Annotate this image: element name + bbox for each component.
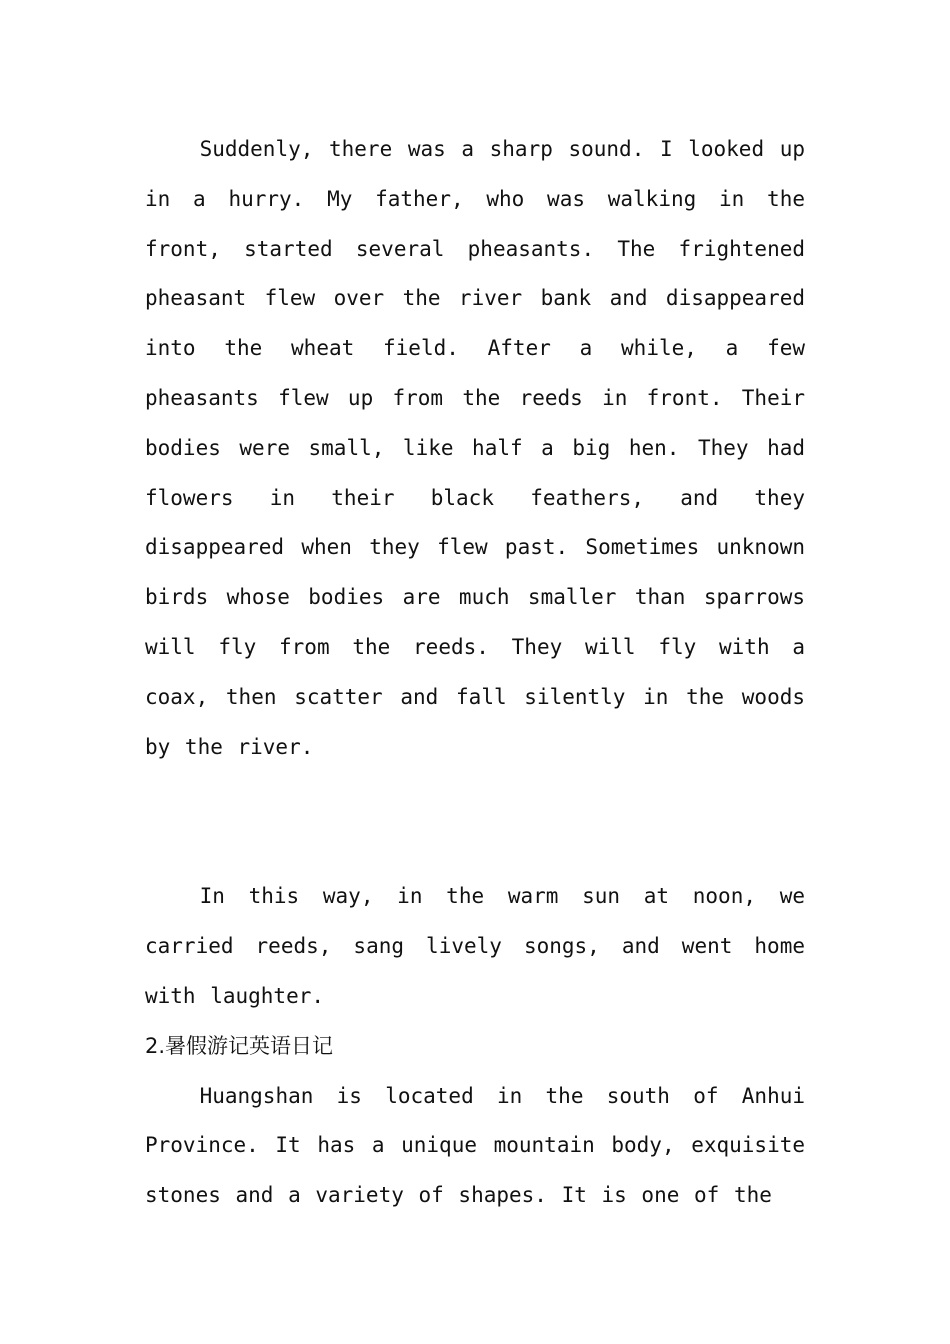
- paragraph-gap: [145, 772, 805, 872]
- paragraph-pheasants: Suddenly, there was a sharp sound. I looked up in a hurry. My father, who was walking in the front, started several pheasants. The frightened pheasant flew over the river bank and disappeared into the wheat field. After a while, a few pheasants flew up from the reeds in front. Their bodies were small, like half a big hen. They had flowers in their black feathers, and they disappeared when they flew past. Sometimes unknown birds whose bodies are much smaller than sparrows will fly from the reeds. They will fly with a coax, then scatter and fall silently in the woods by the river.: [145, 137, 805, 759]
- paragraph-going-home: In this way, in the warm sun at noon, we carried reeds, sang lively songs, and went home with laughter.: [145, 884, 805, 1008]
- section-heading: 2.暑假游记英语日记: [145, 1033, 334, 1058]
- document-body: [145, 125, 805, 1221]
- paragraph-huangshan: Huangshan is located in the south of Anhui Province. It has a unique mountain body, exquisite stones and a variety of shapes. It is one of the: [145, 1083, 805, 1208]
